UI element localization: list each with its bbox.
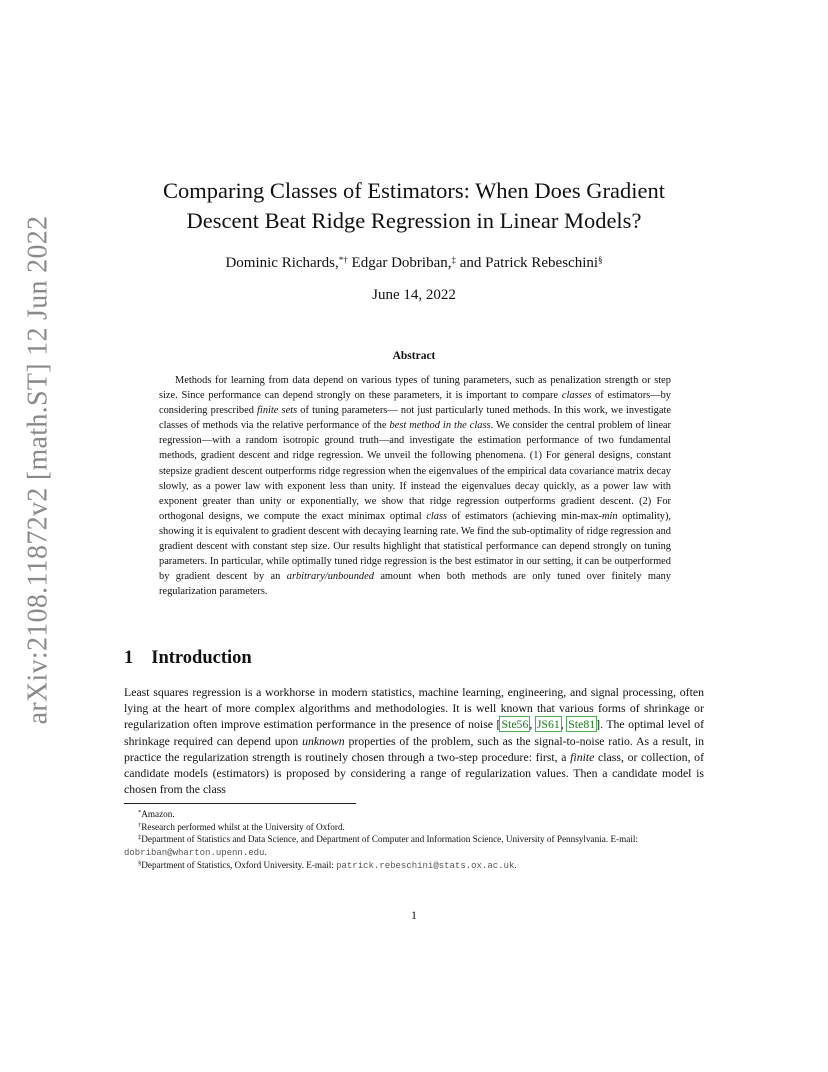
intro-emphasis: unknown xyxy=(302,733,345,748)
footnote xyxy=(124,808,706,821)
arxiv-identifier-text: arXiv:2108.11872v2 [math.ST] 12 Jun 2022 xyxy=(22,215,54,725)
section-title: Introduction xyxy=(151,648,252,668)
abstract-emphasis: finite sets xyxy=(257,405,298,417)
abstract-text: of estimators (achieving min-max- xyxy=(447,510,602,522)
paper-title-line-2: Descent Beat Ridge Regression in Linear Models? xyxy=(186,208,642,233)
author-affiliation-mark: *† xyxy=(338,255,348,265)
section-heading xyxy=(124,648,252,669)
author-name: Edgar Dobriban, xyxy=(351,255,452,271)
footnote-mark: ‡ xyxy=(138,834,142,842)
intro-text: . The optimal level of shrinkage required can depend upon xyxy=(124,717,704,748)
author-name: Dominic Richards, xyxy=(225,255,339,271)
intro-text: class, or collection, of candidate models (estimators) is proposed by considering a range of regularization values. Then a candidate model is chosen from the class xyxy=(124,749,704,797)
author-affiliation-mark: § xyxy=(598,255,603,265)
abstract-emphasis: class xyxy=(426,510,448,522)
paper-title xyxy=(124,176,704,236)
arxiv-identifier-stamp xyxy=(18,215,58,725)
abstract-text: amount when both methods are only tuned over finitely many regularization parameters. xyxy=(159,571,671,598)
abstract-text: optimality), showing it is equivalent to gradient descent with decaying learning rate. We find the sub-optimality of ridge regression and gradient descent with constant step size. Our results highlight that statistical performance can depend strongly on tuning parameters. In particular, while optimally tuned ridge regression is the best estimator in our setting, it can be outperformed by gradient descent by an xyxy=(159,510,671,583)
citation-link[interactable]: Ste56 xyxy=(501,717,529,732)
publication-date: June 14, 2022 xyxy=(372,287,456,303)
footnote-mark: * xyxy=(138,809,142,816)
abstract-text: . We consider the central problem of linear regression—with a random isotropic ground truth—and investigate the estimation performance of two fundamental methods, gradient descent and ridge regression. We unveil the following phenomena. (1) For general designs, constant stepsize gradient descent outperforms ridge regression when the eigenvalues of the empirical data covariance matrix decay slowly, as a power law with exponent less than unity. If instead the eigenvalues decay quickly, as a power law with exponent greater than unity or exponentially, we show that ridge regression outperforms gradient descent. (2) For orthogonal designs, we compute the exact minimax optimal xyxy=(159,420,672,522)
footnote: ‡Department of Statistics and Data Science, and Department of Computer and Information Science, University of Pennsylvania. E-mail: dobriban@wharton.upenn.edu. xyxy=(124,834,638,858)
footnote-mark: † xyxy=(138,821,142,829)
introduction-paragraph xyxy=(124,684,704,797)
abstract-emphasis: best method in the class xyxy=(389,420,491,432)
citation-bracket: ] xyxy=(596,717,601,732)
abstract-text: of estimators—by considering prescribed xyxy=(159,390,672,417)
footnote-mark: § xyxy=(138,860,142,868)
abstract-body xyxy=(159,373,671,599)
abstract-emphasis: classes xyxy=(561,390,592,402)
citation-separator: , xyxy=(529,717,536,732)
footnote: §Department of Statistics, Oxford University. E-mail: patrick.rebeschini@stats.ox.ac.uk. xyxy=(138,860,517,872)
footnote-text: Department of Statistics, Oxford University. E-mail: xyxy=(141,860,337,871)
footnote-text: Amazon. xyxy=(141,809,175,819)
citation-link[interactable]: Ste81 xyxy=(568,717,596,732)
abstract-text: Methods for learning from data depend on various types of tuning parameters, such as penalization strength or step size. Since performance can depend strongly on these parameters, it is important to compare xyxy=(159,375,671,402)
author-affiliation-mark: ‡ xyxy=(451,255,456,265)
intro-text: Least squares regression is a workhorse in modern statistics, machine learning, engineering, and signal processing, often lying at the heart of more complex algorithms and methodologies. It is well known that various forms of shrinkage or regularization often improve estimation performance in the presence of noise xyxy=(124,685,704,732)
abstract-emphasis: min xyxy=(601,510,618,522)
footnote-divider xyxy=(124,803,356,804)
footnotes xyxy=(124,808,706,873)
author-name: and Patrick Rebeschini xyxy=(459,255,599,271)
citation-separator: , xyxy=(560,717,568,732)
author-list xyxy=(124,254,704,272)
footnote-text: Department of Statistics and Data Science, and Department of Computer and Information Science, University of Pennsylvania. E-mail: xyxy=(141,834,638,845)
intro-text: properties of the problem, such as the signal-to-noise ratio. As a result, in practice the regularization strength is routinely chosen through a two-step procedure: first, a xyxy=(124,733,704,764)
intro-emphasis: finite xyxy=(570,749,595,764)
abstract-heading: Abstract xyxy=(392,350,436,362)
citation-bracket: [ xyxy=(496,717,501,732)
citation-link[interactable]: JS61 xyxy=(536,717,560,732)
footnote-email[interactable]: patrick.rebeschini@stats.ox.ac.uk xyxy=(336,861,515,872)
paper-title-line-1: Comparing Classes of Estimators: When Does Gradient xyxy=(163,178,665,203)
footnote-email[interactable]: dobriban@wharton.upenn.edu xyxy=(124,847,265,858)
footnote xyxy=(124,821,706,834)
abstract-text: of tuning parameters— not just particularly tuned methods. In this work, we investigate classes of methods via the relative performance of the xyxy=(159,405,671,432)
abstract-emphasis: arbitrary/unbounded xyxy=(286,571,374,583)
section-number: 1 xyxy=(124,648,134,668)
footnote-text: Research performed whilst at the University of Oxford. xyxy=(141,821,345,832)
page-number: 1 xyxy=(411,908,417,922)
